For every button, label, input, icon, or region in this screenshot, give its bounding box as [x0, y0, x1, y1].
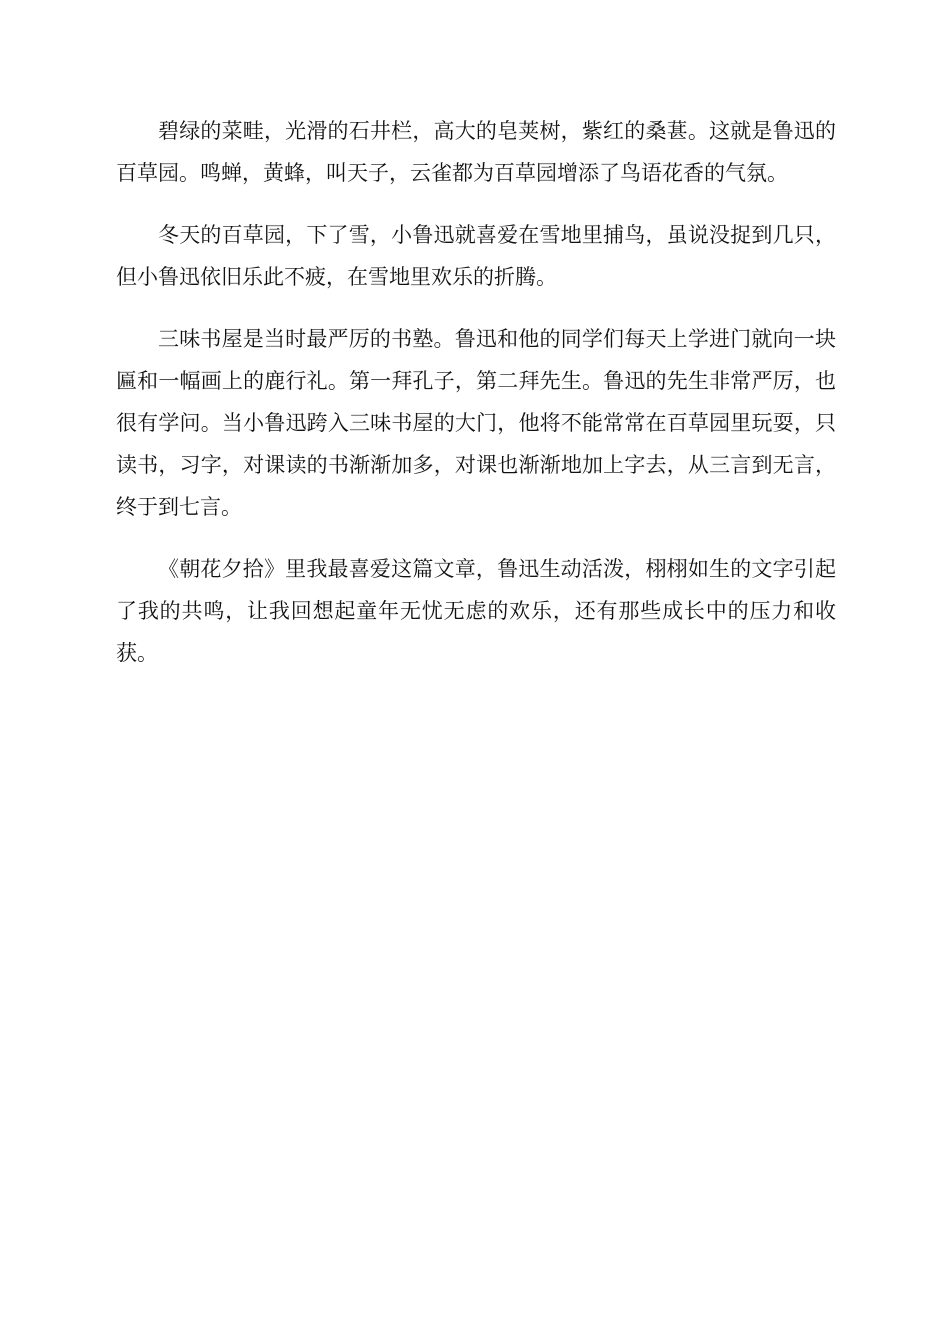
paragraph-baicaoyuan-scenery: 碧绿的菜畦，光滑的石井栏，高大的皂荚树，紫红的桑葚。这就是鲁迅的百草园。鸣蝉，黄蜂，叫天子，云雀都为百草园增添了鸟语花香的气氛。 [116, 119, 836, 185]
document-body [116, 110, 836, 694]
paragraph-winter-bird-catching: 冬天的百草园，下了雪，小鲁迅就喜爱在雪地里捕鸟，虽说没捉到几只，但小鲁迅依旧乐此不疲，在雪地里欢乐的折腾。 [116, 223, 836, 289]
paragraph-reflection: 《朝花夕拾》里我最喜爱这篇文章，鲁迅生动活泼，栩栩如生的文字引起了我的共鸣，让我回想起童年无忧无虑的欢乐，还有那些成长中的压力和收获。 [116, 557, 836, 665]
paragraph-sanwei-study: 三味书屋是当时最严厉的书塾。鲁迅和他的同学们每天上学进门就向一块匾和一幅画上的鹿行礼。第一拜孔子，第二拜先生。鲁迅的先生非常严厉，也很有学问。当小鲁迅跨入三味书屋的大门，他将不能常常在百草园里玩耍，只读书，习字，对课读的书渐渐加多，对课也渐渐地加上字去，从三言到无言，终于到七言。 [116, 327, 836, 519]
